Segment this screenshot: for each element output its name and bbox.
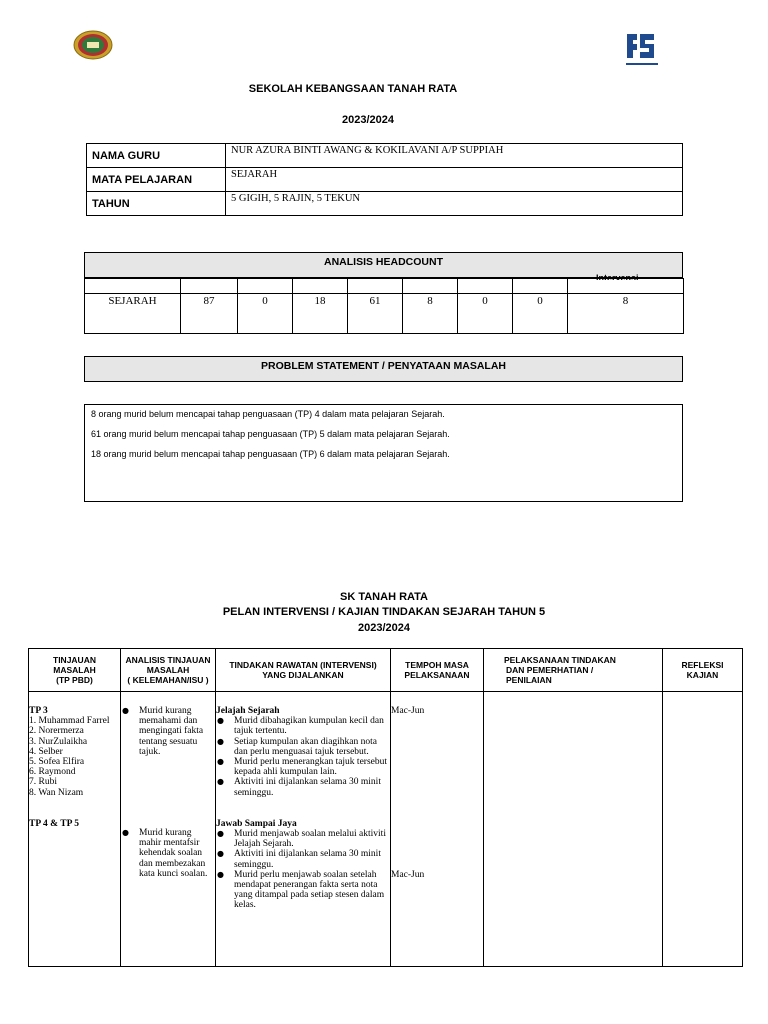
problem-line: 61 orang murid belum mencapai tahap penguasaan (TP) 5 dalam mata pelajaran Sejarah. [91, 429, 450, 439]
headcount-cut-label: Intervensi [596, 273, 639, 280]
action-title: Jelajah Sejarah [216, 706, 280, 716]
bullet-icon: ● [217, 757, 224, 767]
info-label: TAHUN [87, 192, 226, 216]
col-header-period: TEMPOH MASA PELAKSANAAN [391, 649, 484, 692]
analysis-cell [121, 692, 216, 967]
period-value: Mac-Jun [391, 870, 425, 881]
info-row-teacher [87, 144, 683, 168]
col-header-problem: TINJAUAN MASALAH (TP PBD) [29, 649, 121, 692]
bullet-icon: ● [217, 736, 224, 746]
headcount-header-row [85, 279, 684, 294]
action-item: ● Murid perlu menerangkan tajuk tersebut kepada ahli kumpulan lain. [217, 757, 388, 778]
student-item: 6. Raymond [29, 767, 76, 778]
col-header-analysis: ANALISIS TINJAUAN MASALAH ( KELEMAHAN/ISU ) [121, 649, 216, 692]
plan-year: 2023/2024 [358, 622, 410, 634]
bullet-icon: ● [217, 716, 224, 726]
intervention-plan-table [28, 648, 743, 967]
action-item: ● Murid dibahagikan kumpulan kecil dan tajuk tertentu. [217, 716, 384, 737]
bullet-icon: ● [122, 706, 129, 715]
school-name-heading: SEKOLAH KEBANGSAAN TANAH RATA [248, 83, 458, 95]
headcount-cell: 61 [348, 294, 403, 334]
bullet-icon: ● [217, 777, 224, 787]
headcount-cell: 0 [458, 294, 513, 334]
problem-statement-title-bar: PROBLEM STATEMENT / PENYATAAN MASALAH [84, 356, 683, 382]
headcount-cell: 0 [238, 294, 293, 334]
tp-label: TP 4 & TP 5 [29, 818, 79, 829]
implementation-cell [484, 692, 663, 967]
headcount-cell: 8 [568, 294, 684, 334]
action-item: ● Murid menjawab soalan melalui aktiviti Jelajah Sejarah. [217, 829, 386, 850]
session-year-heading: 2023/2024 [342, 114, 394, 126]
student-item: 8. Wan Nizam [29, 787, 84, 798]
action-cell [216, 692, 391, 967]
plan-body-row [29, 692, 743, 967]
action-item: ● Setiap kumpulan akan diagihkan nota dan perlu menguasai tajuk tersebut. [217, 736, 377, 757]
action-item: ● Murid perlu menjawab soalan setelah mendapat penerangan fakta serta nota yang ditampal pada setiap stesen dalam kelas. [217, 869, 385, 911]
school-crest-logo [73, 30, 113, 60]
col-header-reflection: REFLEKSI KAJIAN [663, 649, 743, 692]
headcount-cell: 18 [293, 294, 348, 334]
info-label: MATA PELAJARAN [87, 168, 226, 192]
problem-line: 8 orang murid belum mencapai tahap penguasaan (TP) 4 dalam mata pelajaran Sejarah. [91, 409, 445, 419]
period-value: Mac-Jun [391, 706, 425, 716]
info-value: NUR AZURA BINTI AWANG & KOKILAVANI A/P SUPPIAH [226, 144, 683, 168]
col-header-action: TINDAKAN RAWATAN (INTERVENSI) YANG DIJALANKAN [216, 649, 391, 692]
bullet-icon: ● [217, 849, 224, 859]
info-label: NAMA GURU [87, 144, 226, 168]
headcount-table [84, 278, 684, 334]
action-item: ● Aktiviti ini dijalankan selama 30 minit seminggu. [217, 849, 381, 870]
info-row-subject [87, 168, 683, 192]
bullet-icon: ● [122, 828, 129, 838]
info-value: SEJARAH [226, 168, 683, 192]
headcount-cell: 8 [403, 294, 458, 334]
reflection-cell [663, 692, 743, 967]
plan-title: PELAN INTERVENSI / KAJIAN TINDAKAN SEJARAH TAHUN 5 [222, 606, 546, 618]
student-item: 4. Selber [29, 746, 63, 757]
plan-header-row [29, 649, 743, 692]
student-item: 3. NurZulaikha [29, 736, 88, 747]
tp-label: TP 3 [29, 706, 48, 716]
headcount-title-bar: ANALISIS HEADCOUNT [84, 252, 683, 278]
plan-school-title: SK TANAH RATA [340, 591, 428, 603]
problem-statement-box [84, 404, 683, 502]
info-row-year [87, 192, 683, 216]
problem-line: 18 orang murid belum mencapai tahap penguasaan (TP) 6 dalam mata pelajaran Sejarah. [91, 449, 450, 459]
issue-item: ● Murid kurang memahami dan mengingati fakta tentang sesuatu tajuk. [122, 706, 204, 757]
student-item: 5. Sofea Elfira [29, 757, 85, 768]
problem-cell [29, 692, 121, 967]
teacher-info-table [86, 143, 683, 216]
headcount-data-row [85, 294, 684, 334]
bullet-icon: ● [217, 829, 224, 839]
period-cell [391, 692, 484, 967]
ministry-logo [624, 30, 660, 68]
headcount-cell: 0 [513, 294, 568, 334]
bullet-icon: ● [217, 869, 224, 879]
student-item: 1. Muhammad Farrel [29, 716, 110, 727]
headcount-cell: SEJARAH [85, 294, 181, 334]
issue-item: ● Murid kurang mahir mentafsir kehendak soalan dan membezakan kata kunci soalan. [122, 828, 208, 879]
info-value: 5 GIGIH, 5 RAJIN, 5 TEKUN [226, 192, 683, 216]
headcount-cell: 87 [181, 294, 238, 334]
student-item: 7. Rubi [29, 777, 57, 788]
action-title: Jawab Sampai Jaya [216, 818, 297, 829]
action-item: ● Aktiviti ini dijalankan selama 30 minit seminggu. [217, 777, 381, 798]
student-item: 2. Norermerza [29, 726, 84, 737]
col-header-implementation: PELAKSANAAN TINDAKAN DAN PEMERHATIAN / PENILAIAN [484, 649, 663, 692]
